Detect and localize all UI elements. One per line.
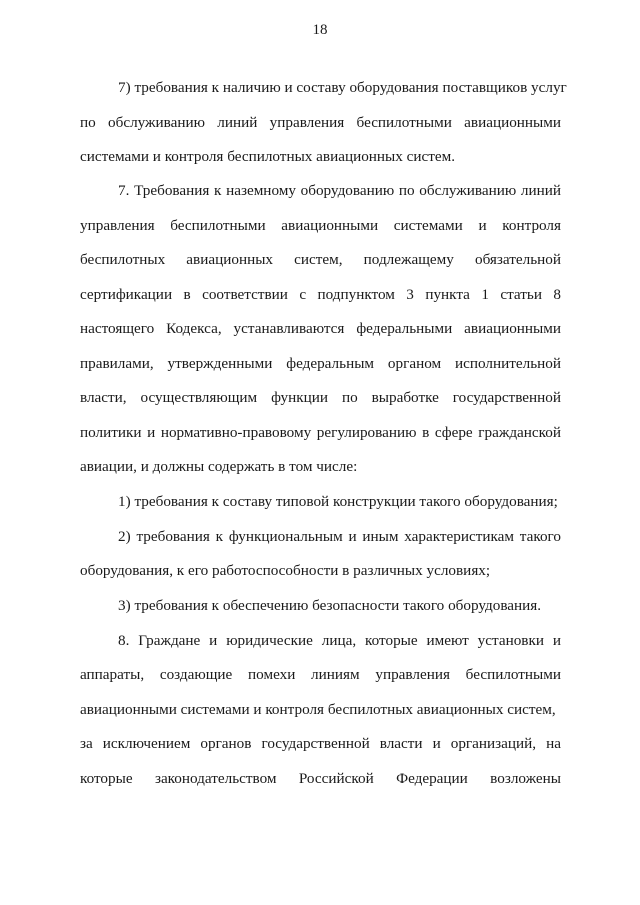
- text-line: беспилотных авиационных систем, подлежащему обязательной: [80, 251, 561, 268]
- text-line: политики и нормативно-правовому регулированию в сфере гражданской: [80, 424, 561, 441]
- text-line: сертификации в соответствии с подпунктом 3 пункта 1 статьи 8: [80, 286, 561, 303]
- text-line: 8. Граждане и юридические лица, которые имеют установки и: [118, 632, 561, 649]
- text-line: управления беспилотными авиационными системами и контроля: [80, 217, 561, 234]
- text-line: 2) требования к функциональным и иным характеристикам такого: [118, 528, 561, 545]
- text-line: которые законодательством Российской Федерации возложены: [80, 770, 561, 787]
- text-line: 7. Требования к наземному оборудованию по обслуживанию линий: [118, 182, 561, 199]
- text-line: настоящего Кодекса, устанавливаются федеральными авиационными: [80, 320, 561, 337]
- text-line: 7) требования к наличию и составу оборудования поставщиков услуг: [118, 79, 567, 96]
- text-line: по обслуживанию линий управления беспилотными авиационными: [80, 114, 561, 131]
- text-line: власти, осуществляющим функции по выработке государственной: [80, 389, 561, 406]
- text-line: авиации, и должны содержать в том числе:: [80, 458, 358, 475]
- text-line: правилами, утвержденными федеральным органом исполнительной: [80, 355, 561, 372]
- text-line: 1) требования к составу типовой конструкции такого оборудования;: [118, 493, 558, 510]
- page-number: 18: [312, 22, 328, 38]
- text-line: за исключением органов государственной власти и организаций, на: [80, 735, 561, 752]
- text-line: аппараты, создающие помехи линиям управления беспилотными: [80, 666, 561, 683]
- text-line: авиационными системами и контроля беспилотных авиационных систем,: [80, 701, 556, 718]
- text-line: оборудования, к его работоспособности в различных условиях;: [80, 562, 491, 579]
- text-line: 3) требования к обеспечению безопасности такого оборудования.: [118, 597, 542, 614]
- text-line: системами и контроля беспилотных авиационных систем.: [80, 148, 456, 165]
